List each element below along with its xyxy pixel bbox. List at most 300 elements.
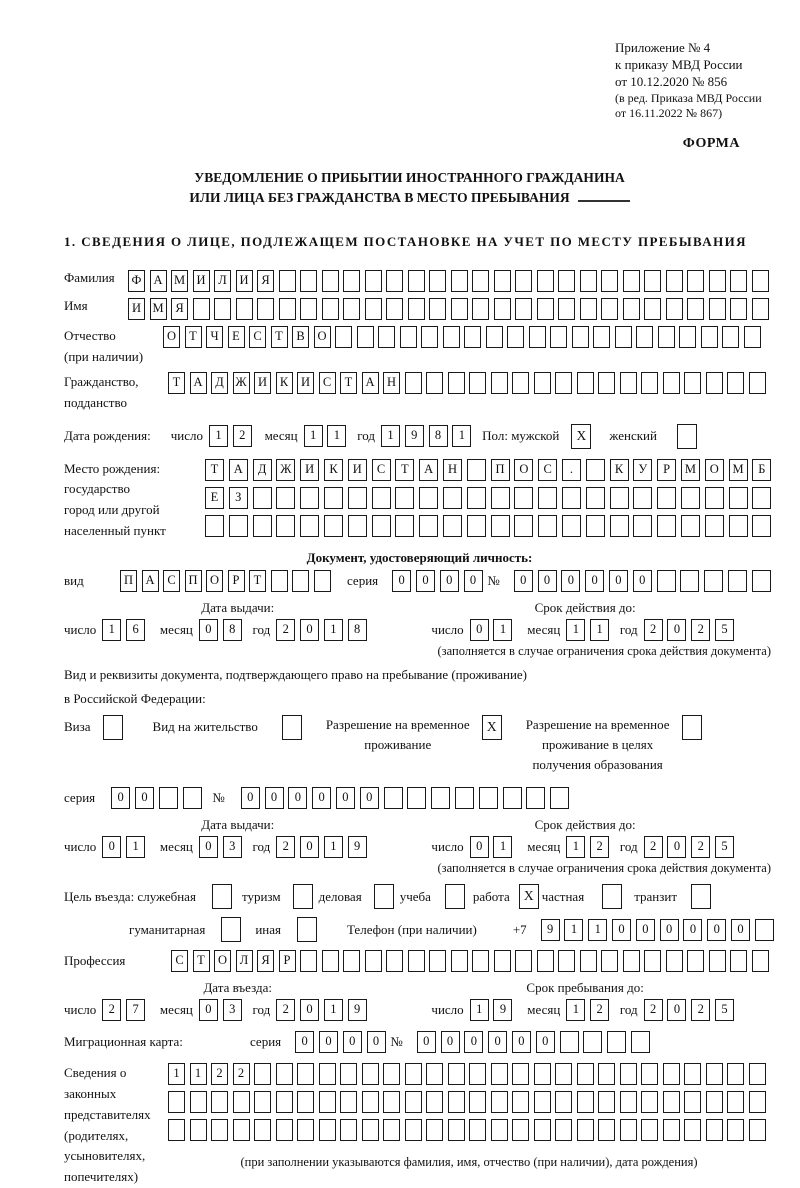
char-cell[interactable]: Я [171, 298, 188, 320]
char-cell[interactable]: 0 [536, 1031, 555, 1053]
purpose-work-checkbox[interactable]: X [519, 884, 539, 909]
char-cell[interactable] [494, 950, 511, 972]
temp-edu-checkbox[interactable] [682, 715, 702, 740]
char-cell[interactable] [644, 270, 661, 292]
purpose-other-checkbox[interactable] [297, 917, 317, 942]
char-cell[interactable] [744, 326, 761, 348]
char-cell[interactable] [451, 270, 468, 292]
char-cell[interactable] [586, 515, 605, 537]
char-cell[interactable] [491, 1063, 508, 1085]
char-cell[interactable] [297, 1063, 314, 1085]
char-cell[interactable] [704, 570, 723, 592]
purpose-study-checkbox[interactable] [445, 884, 465, 909]
char-cell[interactable] [555, 1063, 572, 1085]
char-cell[interactable]: О [214, 950, 231, 972]
char-cell[interactable] [448, 1091, 465, 1113]
char-cell[interactable]: И [297, 372, 314, 394]
char-cell[interactable]: 0 [441, 1031, 460, 1053]
char-cell[interactable] [386, 270, 403, 292]
char-cell[interactable]: 0 [300, 836, 319, 858]
char-cell[interactable] [362, 1091, 379, 1113]
char-cell[interactable]: Т [205, 459, 224, 481]
char-cell[interactable] [448, 1119, 465, 1141]
char-cell[interactable]: Е [228, 326, 245, 348]
char-cell[interactable] [257, 298, 274, 320]
char-cell[interactable] [383, 1091, 400, 1113]
char-cell[interactable] [211, 1091, 228, 1113]
char-cell[interactable] [657, 487, 676, 509]
char-cell[interactable]: Ф [128, 270, 145, 292]
char-cell[interactable]: Ж [276, 459, 295, 481]
purpose-business-checkbox[interactable] [374, 884, 394, 909]
char-cell[interactable] [583, 1031, 602, 1053]
char-cell[interactable]: Я [257, 950, 274, 972]
char-cell[interactable]: О [705, 459, 724, 481]
char-cell[interactable] [623, 298, 640, 320]
char-cell[interactable] [514, 515, 533, 537]
char-cell[interactable]: 2 [590, 999, 609, 1021]
char-cell[interactable] [431, 787, 450, 809]
char-cell[interactable]: У [633, 459, 652, 481]
char-cell[interactable] [300, 515, 319, 537]
char-cell[interactable]: 8 [223, 619, 242, 641]
char-cell[interactable]: 0 [440, 570, 459, 592]
char-cell[interactable]: Я [257, 270, 274, 292]
char-cell[interactable] [534, 1063, 551, 1085]
char-cell[interactable] [709, 270, 726, 292]
char-cell[interactable] [421, 326, 438, 348]
char-cell[interactable]: 9 [348, 836, 367, 858]
char-cell[interactable] [467, 459, 486, 481]
char-cell[interactable]: П [185, 570, 202, 592]
char-cell[interactable] [340, 1063, 357, 1085]
char-cell[interactable]: 3 [223, 999, 242, 1021]
char-cell[interactable]: 1 [190, 1063, 207, 1085]
char-cell[interactable] [620, 1091, 637, 1113]
char-cell[interactable] [469, 1091, 486, 1113]
char-cell[interactable] [343, 950, 360, 972]
char-cell[interactable] [580, 298, 597, 320]
char-cell[interactable]: 0 [585, 570, 604, 592]
char-cell[interactable] [586, 459, 605, 481]
char-cell[interactable]: 2 [102, 999, 121, 1021]
char-cell[interactable]: 0 [199, 619, 218, 641]
char-cell[interactable] [383, 1063, 400, 1085]
char-cell[interactable] [620, 1119, 637, 1141]
char-cell[interactable] [405, 1063, 422, 1085]
char-cell[interactable] [577, 1119, 594, 1141]
char-cell[interactable] [514, 487, 533, 509]
char-cell[interactable] [254, 1063, 271, 1085]
char-cell[interactable] [494, 298, 511, 320]
char-cell[interactable] [706, 1119, 723, 1141]
char-cell[interactable] [620, 1063, 637, 1085]
char-cell[interactable]: Л [214, 270, 231, 292]
char-cell[interactable]: 0 [464, 1031, 483, 1053]
char-cell[interactable] [687, 270, 704, 292]
char-cell[interactable] [254, 1119, 271, 1141]
char-cell[interactable]: 5 [715, 619, 734, 641]
char-cell[interactable] [684, 1063, 701, 1085]
char-cell[interactable]: 0 [416, 570, 435, 592]
char-cell[interactable] [319, 1119, 336, 1141]
char-cell[interactable] [644, 298, 661, 320]
char-cell[interactable] [357, 326, 374, 348]
char-cell[interactable]: П [491, 459, 510, 481]
char-cell[interactable]: 2 [644, 999, 663, 1021]
char-cell[interactable]: 0 [667, 619, 686, 641]
char-cell[interactable]: 0 [199, 999, 218, 1021]
char-cell[interactable]: 2 [276, 836, 295, 858]
char-cell[interactable] [515, 270, 532, 292]
char-cell[interactable] [586, 487, 605, 509]
char-cell[interactable] [684, 372, 701, 394]
char-cell[interactable]: 0 [343, 1031, 362, 1053]
char-cell[interactable]: 0 [512, 1031, 531, 1053]
char-cell[interactable] [529, 326, 546, 348]
char-cell[interactable] [666, 270, 683, 292]
temp-residence-checkbox[interactable]: X [482, 715, 502, 740]
char-cell[interactable] [729, 515, 748, 537]
char-cell[interactable] [701, 326, 718, 348]
char-cell[interactable] [572, 326, 589, 348]
char-cell[interactable] [730, 298, 747, 320]
char-cell[interactable]: 0 [312, 787, 331, 809]
char-cell[interactable]: С [372, 459, 391, 481]
char-cell[interactable]: И [236, 270, 253, 292]
char-cell[interactable]: 1 [493, 836, 512, 858]
char-cell[interactable] [378, 326, 395, 348]
char-cell[interactable]: 1 [324, 836, 343, 858]
char-cell[interactable] [705, 487, 724, 509]
char-cell[interactable]: 0 [633, 570, 652, 592]
char-cell[interactable] [372, 487, 391, 509]
char-cell[interactable]: Е [205, 487, 224, 509]
char-cell[interactable] [343, 298, 360, 320]
char-cell[interactable] [190, 1091, 207, 1113]
char-cell[interactable] [343, 270, 360, 292]
char-cell[interactable] [663, 1091, 680, 1113]
char-cell[interactable] [443, 326, 460, 348]
char-cell[interactable]: 2 [211, 1063, 228, 1085]
char-cell[interactable] [709, 950, 726, 972]
char-cell[interactable] [159, 787, 178, 809]
char-cell[interactable] [684, 1119, 701, 1141]
char-cell[interactable] [233, 1091, 250, 1113]
char-cell[interactable] [229, 515, 248, 537]
char-cell[interactable]: 0 [102, 836, 121, 858]
char-cell[interactable] [319, 1063, 336, 1085]
char-cell[interactable]: 2 [276, 619, 295, 641]
purpose-humanitarian-checkbox[interactable] [221, 917, 241, 942]
char-cell[interactable] [276, 487, 295, 509]
char-cell[interactable]: А [142, 570, 159, 592]
char-cell[interactable] [429, 270, 446, 292]
char-cell[interactable] [538, 515, 557, 537]
char-cell[interactable]: 0 [538, 570, 557, 592]
char-cell[interactable]: С [249, 326, 266, 348]
char-cell[interactable] [253, 515, 272, 537]
char-cell[interactable] [749, 1063, 766, 1085]
char-cell[interactable]: Ж [233, 372, 250, 394]
char-cell[interactable] [749, 1119, 766, 1141]
char-cell[interactable] [534, 372, 551, 394]
char-cell[interactable]: Т [185, 326, 202, 348]
char-cell[interactable]: С [319, 372, 336, 394]
char-cell[interactable]: 0 [660, 919, 679, 941]
char-cell[interactable]: Т [395, 459, 414, 481]
char-cell[interactable]: 2 [644, 619, 663, 641]
char-cell[interactable]: 5 [715, 836, 734, 858]
char-cell[interactable]: Р [228, 570, 245, 592]
char-cell[interactable]: А [229, 459, 248, 481]
char-cell[interactable] [537, 950, 554, 972]
char-cell[interactable]: О [514, 459, 533, 481]
char-cell[interactable] [577, 1063, 594, 1085]
char-cell[interactable] [469, 1119, 486, 1141]
char-cell[interactable] [610, 487, 629, 509]
char-cell[interactable] [555, 1091, 572, 1113]
char-cell[interactable]: 0 [360, 787, 379, 809]
char-cell[interactable] [472, 270, 489, 292]
char-cell[interactable] [666, 298, 683, 320]
char-cell[interactable]: К [276, 372, 293, 394]
char-cell[interactable]: Т [249, 570, 266, 592]
char-cell[interactable] [233, 1119, 250, 1141]
char-cell[interactable] [348, 515, 367, 537]
char-cell[interactable] [610, 515, 629, 537]
char-cell[interactable] [515, 298, 532, 320]
char-cell[interactable]: А [150, 270, 167, 292]
char-cell[interactable]: Т [271, 326, 288, 348]
char-cell[interactable]: К [324, 459, 343, 481]
char-cell[interactable] [641, 1063, 658, 1085]
char-cell[interactable] [615, 326, 632, 348]
char-cell[interactable]: И [348, 459, 367, 481]
char-cell[interactable]: 0 [667, 999, 686, 1021]
char-cell[interactable]: 2 [233, 1063, 250, 1085]
char-cell[interactable] [562, 487, 581, 509]
residence-permit-checkbox[interactable] [282, 715, 302, 740]
char-cell[interactable]: 1 [381, 425, 400, 447]
char-cell[interactable] [601, 950, 618, 972]
char-cell[interactable] [681, 515, 700, 537]
char-cell[interactable] [472, 950, 489, 972]
char-cell[interactable]: 0 [199, 836, 218, 858]
char-cell[interactable] [386, 298, 403, 320]
char-cell[interactable] [322, 270, 339, 292]
char-cell[interactable] [598, 1091, 615, 1113]
char-cell[interactable]: 1 [470, 999, 489, 1021]
char-cell[interactable]: 1 [566, 836, 585, 858]
char-cell[interactable] [279, 270, 296, 292]
char-cell[interactable] [405, 1119, 422, 1141]
char-cell[interactable] [620, 372, 637, 394]
char-cell[interactable]: 1 [566, 619, 585, 641]
char-cell[interactable] [395, 515, 414, 537]
char-cell[interactable]: 8 [348, 619, 367, 641]
char-cell[interactable] [467, 487, 486, 509]
char-cell[interactable]: 2 [590, 836, 609, 858]
char-cell[interactable]: 1 [304, 425, 323, 447]
char-cell[interactable] [276, 1091, 293, 1113]
char-cell[interactable] [300, 270, 317, 292]
char-cell[interactable] [491, 1091, 508, 1113]
char-cell[interactable] [365, 950, 382, 972]
char-cell[interactable]: 1 [209, 425, 228, 447]
char-cell[interactable] [636, 326, 653, 348]
char-cell[interactable] [687, 950, 704, 972]
char-cell[interactable]: 1 [452, 425, 471, 447]
char-cell[interactable]: 0 [514, 570, 533, 592]
char-cell[interactable] [752, 270, 769, 292]
char-cell[interactable]: 1 [590, 619, 609, 641]
char-cell[interactable] [598, 372, 615, 394]
char-cell[interactable] [749, 1091, 766, 1113]
char-cell[interactable]: 0 [470, 619, 489, 641]
char-cell[interactable]: Д [211, 372, 228, 394]
char-cell[interactable] [384, 787, 403, 809]
char-cell[interactable] [322, 298, 339, 320]
char-cell[interactable]: 0 [295, 1031, 314, 1053]
char-cell[interactable] [372, 515, 391, 537]
char-cell[interactable] [537, 298, 554, 320]
char-cell[interactable] [491, 487, 510, 509]
char-cell[interactable] [512, 372, 529, 394]
char-cell[interactable] [623, 950, 640, 972]
char-cell[interactable] [429, 298, 446, 320]
char-cell[interactable]: 1 [324, 999, 343, 1021]
sex-female-checkbox[interactable] [677, 424, 697, 449]
char-cell[interactable] [709, 298, 726, 320]
char-cell[interactable] [426, 372, 443, 394]
char-cell[interactable]: Р [657, 459, 676, 481]
char-cell[interactable] [706, 372, 723, 394]
char-cell[interactable] [383, 1119, 400, 1141]
char-cell[interactable] [400, 326, 417, 348]
char-cell[interactable] [752, 570, 771, 592]
char-cell[interactable] [538, 487, 557, 509]
char-cell[interactable]: 7 [126, 999, 145, 1021]
char-cell[interactable] [205, 515, 224, 537]
char-cell[interactable] [300, 298, 317, 320]
char-cell[interactable]: 1 [102, 619, 121, 641]
char-cell[interactable] [429, 950, 446, 972]
char-cell[interactable] [657, 515, 676, 537]
char-cell[interactable] [214, 298, 231, 320]
char-cell[interactable]: 0 [612, 919, 631, 941]
char-cell[interactable]: 0 [392, 570, 411, 592]
char-cell[interactable]: 0 [135, 787, 154, 809]
char-cell[interactable]: И [254, 372, 271, 394]
char-cell[interactable] [297, 1119, 314, 1141]
char-cell[interactable]: 0 [417, 1031, 436, 1053]
char-cell[interactable]: . [562, 459, 581, 481]
char-cell[interactable] [365, 270, 382, 292]
char-cell[interactable] [684, 1091, 701, 1113]
char-cell[interactable]: М [729, 459, 748, 481]
char-cell[interactable] [405, 1091, 422, 1113]
char-cell[interactable] [730, 270, 747, 292]
char-cell[interactable] [491, 1119, 508, 1141]
char-cell[interactable] [486, 326, 503, 348]
char-cell[interactable] [515, 950, 532, 972]
char-cell[interactable]: 0 [265, 787, 284, 809]
char-cell[interactable] [408, 298, 425, 320]
char-cell[interactable]: 2 [233, 425, 252, 447]
char-cell[interactable] [168, 1091, 185, 1113]
char-cell[interactable]: А [190, 372, 207, 394]
char-cell[interactable] [687, 298, 704, 320]
char-cell[interactable]: 0 [683, 919, 702, 941]
char-cell[interactable]: 0 [319, 1031, 338, 1053]
char-cell[interactable] [752, 515, 771, 537]
char-cell[interactable] [526, 787, 545, 809]
char-cell[interactable] [512, 1063, 529, 1085]
char-cell[interactable] [601, 270, 618, 292]
purpose-transit-checkbox[interactable] [691, 884, 711, 909]
char-cell[interactable] [426, 1091, 443, 1113]
char-cell[interactable] [300, 487, 319, 509]
char-cell[interactable]: 0 [561, 570, 580, 592]
char-cell[interactable] [300, 950, 317, 972]
char-cell[interactable] [448, 372, 465, 394]
char-cell[interactable]: 1 [324, 619, 343, 641]
char-cell[interactable] [555, 372, 572, 394]
char-cell[interactable] [271, 570, 288, 592]
char-cell[interactable] [580, 950, 597, 972]
char-cell[interactable]: 0 [111, 787, 130, 809]
char-cell[interactable]: И [300, 459, 319, 481]
char-cell[interactable]: Н [443, 459, 462, 481]
char-cell[interactable] [503, 787, 522, 809]
char-cell[interactable] [663, 1119, 680, 1141]
char-cell[interactable] [319, 1091, 336, 1113]
char-cell[interactable] [491, 372, 508, 394]
char-cell[interactable] [558, 298, 575, 320]
char-cell[interactable]: Р [279, 950, 296, 972]
char-cell[interactable] [657, 570, 676, 592]
char-cell[interactable] [419, 487, 438, 509]
char-cell[interactable] [448, 1063, 465, 1085]
char-cell[interactable] [728, 570, 747, 592]
char-cell[interactable] [467, 515, 486, 537]
char-cell[interactable] [658, 326, 675, 348]
char-cell[interactable] [534, 1091, 551, 1113]
char-cell[interactable]: 0 [288, 787, 307, 809]
char-cell[interactable] [236, 298, 253, 320]
visa-checkbox[interactable] [103, 715, 123, 740]
char-cell[interactable]: 0 [464, 570, 483, 592]
char-cell[interactable]: 0 [488, 1031, 507, 1053]
char-cell[interactable] [322, 950, 339, 972]
char-cell[interactable] [641, 1119, 658, 1141]
char-cell[interactable]: 9 [493, 999, 512, 1021]
char-cell[interactable]: 2 [276, 999, 295, 1021]
char-cell[interactable] [633, 487, 652, 509]
char-cell[interactable] [727, 372, 744, 394]
char-cell[interactable] [550, 787, 569, 809]
char-cell[interactable] [641, 372, 658, 394]
char-cell[interactable]: 3 [223, 836, 242, 858]
char-cell[interactable] [644, 950, 661, 972]
char-cell[interactable] [730, 950, 747, 972]
char-cell[interactable] [722, 326, 739, 348]
char-cell[interactable]: 0 [707, 919, 726, 941]
char-cell[interactable] [254, 1091, 271, 1113]
char-cell[interactable]: Т [340, 372, 357, 394]
char-cell[interactable]: С [171, 950, 188, 972]
